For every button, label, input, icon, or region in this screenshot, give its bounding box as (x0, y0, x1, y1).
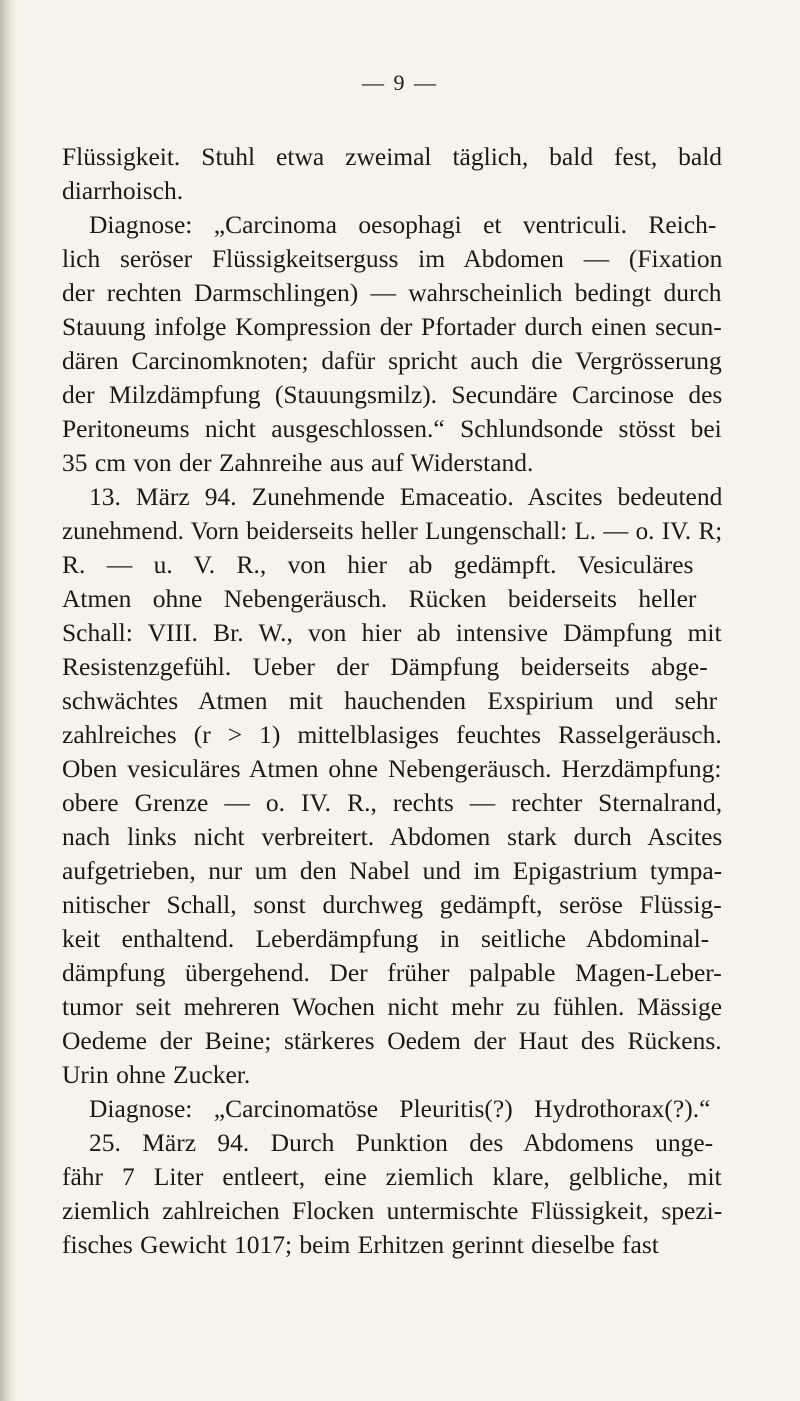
text-line: Diagnose: „Carcinomatöse Pleuritis(?) Hydrothorax(?).“ (89, 1094, 711, 1123)
text-line: der rechten Darmschlingen) — wahrscheinlich bedingt durch (62, 278, 722, 307)
text-line: Flüssigkeit. Stuhl etwa zweimal täglich, bald fest, bald (62, 142, 723, 171)
text-line: lich seröser Flüssigkeitserguss im Abdomen — (Fixation (62, 244, 723, 273)
text-line: zunehmend. Vorn beiderseits heller Lungenschall: L. — o. IV. R; (62, 516, 723, 545)
text-line: 13. März 94. Zunehmende Emaceatio. Ascites bedeutend (89, 482, 723, 511)
text-line: dämpfung übergehend. Der früher palpable Magen-Leber- (62, 958, 722, 987)
text-line: nitischer Schall, sonst durchweg gedämpft, seröse Flüssig- (62, 890, 722, 919)
text-line: Stauung infolge Kompression der Pfortader durch einen secun- (62, 312, 722, 341)
text-line: Urin ohne Zucker. (62, 1060, 251, 1089)
text-line: Atmen ohne Nebengeräusch. Rücken beiderseits heller (62, 584, 697, 613)
text-line: Oedeme der Beine; stärkeres Oedem der Haut des Rückens. (62, 1026, 722, 1055)
text-line: aufgetrieben, nur um den Nabel und im Epigastrium tympa- (62, 856, 723, 885)
text-line: Peritoneums nicht ausgeschlossen.“ Schlundsonde stösst bei (62, 414, 722, 443)
text-line: 35 cm von der Zahnreihe aus auf Widerstand. (62, 448, 534, 477)
text-line: obere Grenze — o. IV. R., rechts — rechter Sternalrand, (62, 788, 723, 817)
text-line: Oben vesiculäres Atmen ohne Nebengeräusch. Herzdämpfung: (62, 754, 722, 783)
text-line: schwächtes Atmen mit hauchenden Exspirium und sehr (62, 686, 718, 715)
page-number: — 9 — (362, 70, 438, 95)
text-line: R. — u. V. R., von hier ab gedämpft. Vesiculäres (62, 550, 694, 579)
text-line: keit enthaltend. Leberdämpfung in seitliche Abdominal- (62, 924, 710, 953)
text-line: dären Carcinomknoten; dafür spricht auch die Vergrösserung (62, 346, 722, 375)
text-line: zahlreiches (r > 1) mittelblasiges feuchtes Rasselgeräusch. (62, 720, 722, 749)
text-line: nach links nicht verbreitert. Abdomen stark durch Ascites (62, 822, 723, 851)
text-line: ziemlich zahlreichen Flocken untermischte Flüssigkeit, spezi- (62, 1196, 723, 1225)
text-line: 25. März 94. Durch Punktion des Abdomens unge- (89, 1128, 714, 1157)
text-line: Resistenzgefühl. Ueber der Dämpfung beiderseits abge- (62, 652, 708, 681)
text-line: fähr 7 Liter entleert, eine ziemlich klare, gelbliche, mit (62, 1162, 722, 1191)
text-line: tumor seit mehreren Wochen nicht mehr zu fühlen. Mässige (62, 992, 723, 1021)
text-line: fisches Gewicht 1017; beim Erhitzen gerinnt dieselbe fast (62, 1230, 659, 1259)
page-edge-shadow (0, 0, 18, 1401)
text-line: der Milzdämpfung (Stauungsmilz). Secundäre Carcinose des (62, 380, 723, 409)
text-line: diarrhoisch. (62, 176, 184, 205)
text-line: Diagnose: „Carcinoma oesophagi et ventriculi. Reich- (89, 210, 717, 239)
text-line: Schall: VIII. Br. W., von hier ab intensive Dämpfung mit (62, 618, 722, 647)
